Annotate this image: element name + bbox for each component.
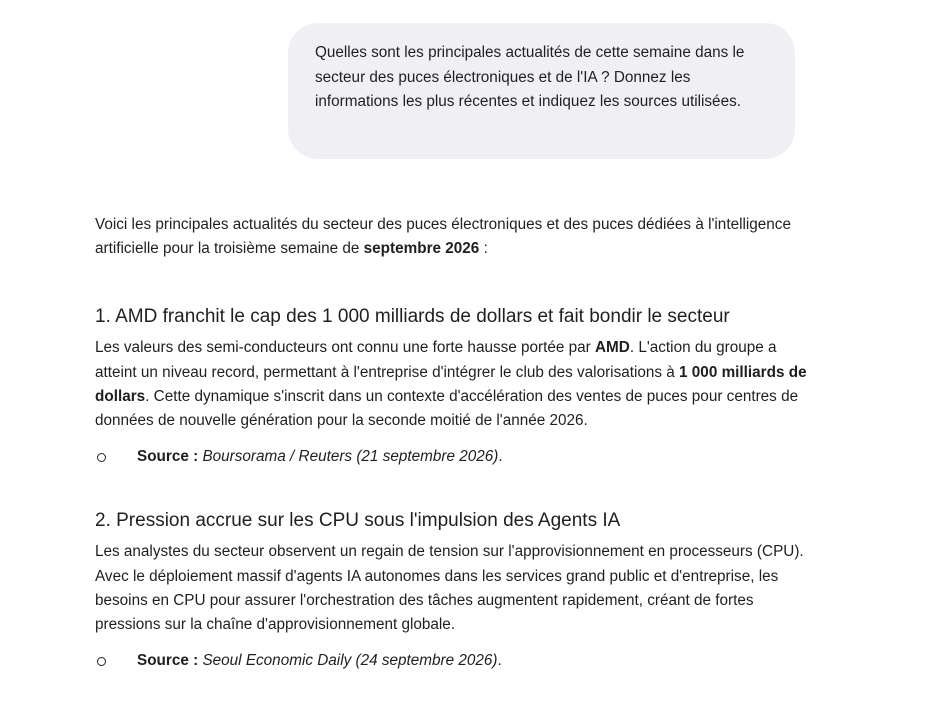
source-value: Boursorama / Reuters (21 septembre 2026) (202, 448, 499, 466)
news-section-1 (95, 304, 815, 469)
body-bold: AMD (595, 339, 630, 357)
news-section-2 (95, 508, 815, 673)
body-text: . L'action du groupe a atteint un niveau record, permettant à l'entreprise d'intégrer le club des valorisations à (95, 339, 777, 381)
section-body (95, 336, 815, 433)
source-label: Source : (137, 652, 199, 670)
intro-date: septembre 2026 (363, 240, 480, 258)
intro-text: Voici les principales actualités du secteur des puces électroniques et des puces dédiées à l'intelligence artificielle pour la troisième semaine de (95, 216, 791, 258)
body-bold: 1 000 milliards de dollars (95, 363, 807, 405)
user-message-text: Quelles sont les principales actualités de cette semaine dans le secteur des puces électroniques et de l'IA ? Donnez les informations les plus récentes et indiquez les sources utilisées. (315, 44, 745, 110)
source-value: Seoul Economic Daily (24 septembre 2026) (202, 652, 498, 670)
body-text: . Cette dynamique s'inscrit dans un contexte d'accélération des ventes de puces pour centres de données de nouvelle génération pour la seconde moitié de l'année 2026. (95, 387, 799, 430)
source-item (95, 445, 815, 469)
section-title: 1. AMD franchit le cap des 1 000 milliards de dollars et fait bondir le secteur (95, 306, 730, 328)
hollow-bullet-icon (97, 453, 106, 462)
user-message-bubble (288, 23, 795, 159)
body-text: Les valeurs des semi-conducteurs ont connu une forte hausse portée par (95, 339, 595, 357)
section-body: Les analystes du secteur observent un regain de tension sur l'approvisionnement en processeurs (CPU). Avec le déploiement massif d'agents IA autonomes dans les services grand public et d'entreprise, les besoins en CPU pour assurer l'orchestration des tâches augmentent rapidement, créant de fortes pressions sur la chaîne d'approvisionnement globale. (95, 543, 804, 634)
response-intro (95, 213, 815, 261)
assistant-response (95, 213, 815, 673)
source-item (95, 649, 815, 673)
hollow-bullet-icon (97, 657, 106, 666)
source-label: Source : (137, 448, 199, 466)
section-title: 2. Pression accrue sur les CPU sous l'impulsion des Agents IA (95, 510, 621, 532)
source-end: . (498, 448, 503, 466)
source-end: . (497, 652, 502, 670)
intro-suffix: : (479, 240, 488, 258)
